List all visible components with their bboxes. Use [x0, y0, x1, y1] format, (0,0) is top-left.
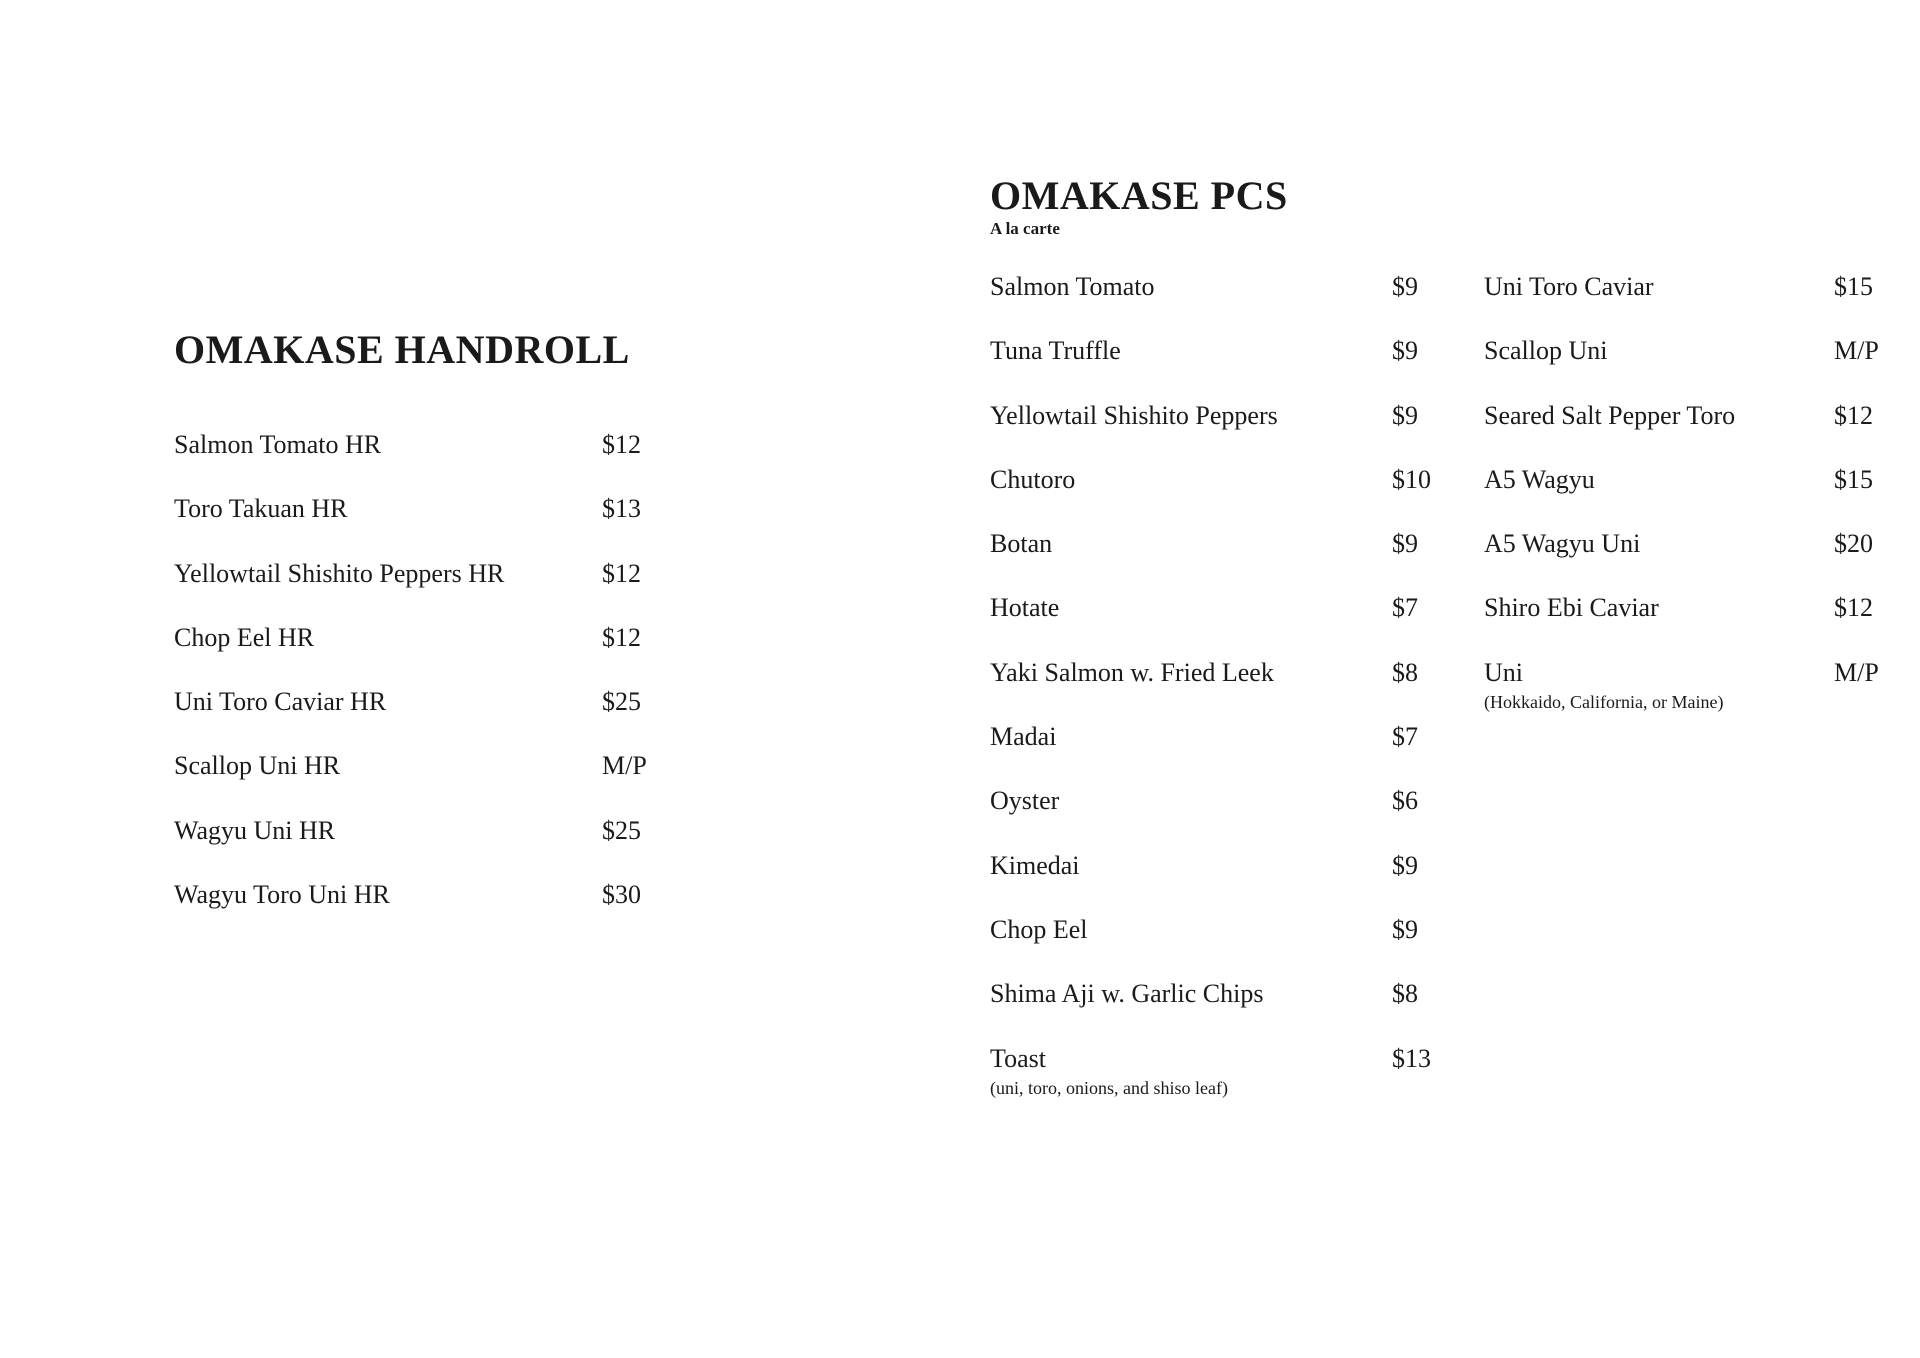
menu-item-name: Scallop Uni HR: [174, 751, 341, 781]
menu-item: [174, 686, 694, 750]
menu-item-price: $25: [602, 815, 641, 845]
menu-item: [990, 657, 1460, 721]
menu-item-name: Kimedai: [990, 850, 1080, 880]
menu-item-name: Chop Eel: [990, 914, 1088, 944]
menu-item-price: $7: [1392, 722, 1418, 752]
menu-item-name: Chutoro: [990, 464, 1076, 494]
menu-item-name: Uni: [1484, 657, 1523, 687]
menu-item: [990, 850, 1460, 914]
menu-item-price: $12: [602, 558, 641, 588]
menu-item-name: Scallop Uni: [1484, 336, 1608, 366]
menu-item: [1484, 271, 1904, 335]
menu-item: [174, 429, 694, 493]
menu-item-name: Yaki Salmon w. Fried Leek: [990, 657, 1274, 687]
menu-item-note: (Hokkaido, California, or Maine): [1484, 691, 1724, 712]
menu-item-price: M/P: [1834, 336, 1879, 366]
menu-item-name: A5 Wagyu: [1484, 464, 1595, 494]
menu-item-price: $10: [1392, 464, 1431, 494]
menu-item: [990, 914, 1460, 978]
menu-item-name: Yellowtail Shishito Peppers HR: [174, 558, 505, 588]
menu-item-name: Shima Aji w. Garlic Chips: [990, 979, 1264, 1009]
menu-item: [990, 271, 1460, 335]
menu-item-price: $20: [1834, 529, 1873, 559]
pcs-menu-list-column-1: [990, 271, 1460, 1107]
menu-item-name: Tuna Truffle: [990, 336, 1121, 366]
menu-item-price: $9: [1392, 400, 1418, 430]
menu-item: [1484, 335, 1904, 399]
menu-item-name: Botan: [990, 529, 1053, 559]
menu-item-price: $7: [1392, 593, 1418, 623]
menu-item-note: (uni, toro, onions, and shiso leaf): [990, 1077, 1228, 1098]
menu-item: [1484, 464, 1904, 528]
menu-item-name: Hotate: [990, 593, 1060, 623]
menu-item-name: Toast: [990, 1043, 1046, 1073]
menu-item-name: Toro Takuan HR: [174, 494, 348, 524]
menu-item: [174, 815, 694, 879]
menu-item-price: $9: [1392, 529, 1418, 559]
menu-item-name: Wagyu Uni HR: [174, 815, 336, 845]
menu-item-price: M/P: [1834, 657, 1879, 687]
menu-item: [990, 528, 1460, 592]
menu-item: [990, 1043, 1460, 1107]
menu-item: [990, 978, 1460, 1042]
menu-item-name: Oyster: [990, 786, 1060, 816]
menu-item-price: $8: [1392, 979, 1418, 1009]
menu-item-name: Madai: [990, 722, 1057, 752]
menu-item: [1484, 592, 1904, 656]
pcs-menu-list-column-2: [1484, 271, 1904, 721]
menu-item-price: $30: [602, 880, 641, 910]
menu-item: [1484, 657, 1904, 721]
menu-item-price: $25: [602, 687, 641, 717]
menu-item-price: $9: [1392, 850, 1418, 880]
menu-item-price: $9: [1392, 336, 1418, 366]
menu-item-price: M/P: [602, 751, 647, 781]
menu-item: [174, 622, 694, 686]
menu-item-name: A5 Wagyu Uni: [1484, 529, 1641, 559]
menu-item-price: $15: [1834, 272, 1873, 301]
menu-item-price: $15: [1834, 464, 1873, 494]
menu-item-name: Salmon Tomato: [990, 272, 1155, 301]
menu-item: [174, 879, 694, 943]
pcs-section-subtitle: A la carte: [990, 219, 1060, 238]
menu-item-name: Seared Salt Pepper Toro: [1484, 400, 1736, 430]
menu-item-price: $12: [602, 622, 641, 652]
menu-item: [174, 558, 694, 622]
menu-item: [174, 493, 694, 557]
menu-item-price: $8: [1392, 657, 1418, 687]
menu-item: [1484, 528, 1904, 592]
menu-item-price: $6: [1392, 786, 1418, 816]
menu-item-name: Wagyu Toro Uni HR: [174, 880, 390, 910]
menu-item: [990, 400, 1460, 464]
menu-item-name: Uni Toro Caviar: [1484, 272, 1654, 301]
menu-item-price: $12: [1834, 593, 1873, 623]
menu-item-name: Chop Eel HR: [174, 622, 315, 652]
menu-item: [990, 785, 1460, 849]
menu-item-name: Shiro Ebi Caviar: [1484, 593, 1659, 623]
menu-item: [990, 464, 1460, 528]
menu-item-price: $12: [1834, 400, 1873, 430]
menu-item: [990, 335, 1460, 399]
menu-item-price: $13: [1392, 1043, 1431, 1073]
menu-item: [990, 592, 1460, 656]
handroll-section-title: OMAKASE HANDROLL: [174, 327, 630, 372]
menu-item-price: $9: [1392, 272, 1418, 301]
menu-item: [990, 721, 1460, 785]
menu-item-name: Salmon Tomato HR: [174, 430, 382, 459]
menu-item-name: Uni Toro Caviar HR: [174, 687, 387, 717]
menu-item-price: $12: [602, 430, 641, 459]
menu-item-price: $9: [1392, 914, 1418, 944]
menu-item-price: $13: [602, 494, 641, 524]
menu-item: [1484, 400, 1904, 464]
handroll-menu-list: [174, 429, 694, 943]
menu-item-name: Yellowtail Shishito Peppers: [990, 400, 1278, 430]
menu-item: [174, 750, 694, 814]
pcs-section-title: OMAKASE PCS: [990, 173, 1288, 218]
